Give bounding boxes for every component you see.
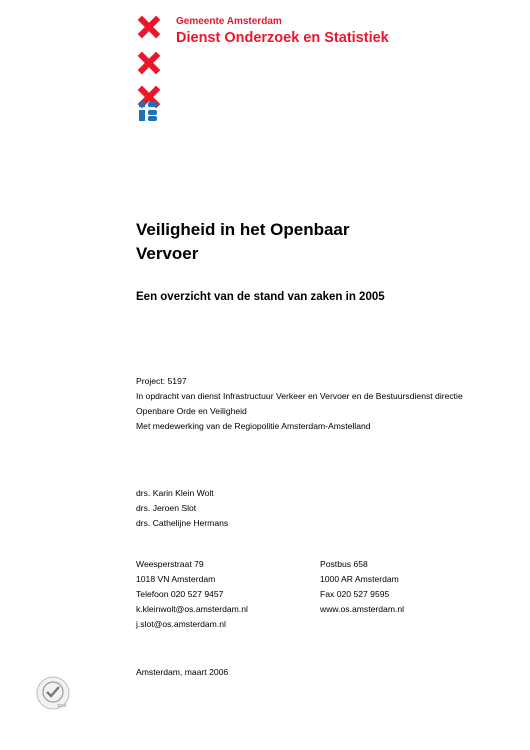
author-name: drs. Jeroen Slot	[136, 503, 197, 513]
postal-city: 1018 VN Amsterdam	[136, 574, 216, 584]
project-number: Project: 5197	[136, 376, 187, 386]
email-link[interactable]: j.slot@os.amsterdam.nl	[136, 619, 226, 629]
street-address: Weesperstraat 79	[136, 559, 204, 569]
logo-cross-icon	[138, 52, 160, 74]
title-line-1: Veiligheid in het Openbaar	[136, 220, 350, 239]
address-right	[320, 557, 404, 617]
certification-seal-icon	[36, 676, 70, 710]
fax-number: Fax 020 527 9595	[320, 589, 390, 599]
project-commission-cont: Openbare Orde en Veiligheid	[136, 406, 247, 416]
po-box: Postbus 658	[320, 559, 368, 569]
document-title	[136, 218, 350, 266]
author-name: drs. Karin Klein Wolt	[136, 488, 214, 498]
publication-date: Amsterdam, maart 2006	[136, 667, 229, 677]
project-cooperation: Met medewerking van de Regiopolitie Amsterdam-Amstelland	[136, 421, 371, 431]
org-name-small: Gemeente Amsterdam	[176, 16, 282, 27]
seal-label: SGS	[57, 703, 67, 708]
os-logo-icon	[138, 102, 160, 122]
city-logo	[136, 14, 162, 124]
project-commission: In opdracht van dienst Infrastructuur Verkeer en Vervoer en de Bestuursdienst directie	[136, 391, 463, 401]
po-postal-city: 1000 AR Amsterdam	[320, 574, 399, 584]
project-info	[136, 374, 463, 434]
org-name-large: Dienst Onderzoek en Statistiek	[176, 30, 389, 46]
phone-number: Telefoon 020 527 9457	[136, 589, 224, 599]
author-name: drs. Cathelijne Hermans	[136, 518, 229, 528]
author-list	[136, 486, 228, 531]
address-left	[136, 557, 248, 632]
document-subtitle: Een overzicht van de stand van zaken in 2005	[136, 291, 385, 303]
website-link[interactable]: www.os.amsterdam.nl	[320, 604, 405, 614]
title-line-2: Vervoer	[136, 244, 199, 263]
logo-cross-icon	[138, 16, 160, 38]
email-link[interactable]: k.kleinwolt@os.amsterdam.nl	[136, 604, 248, 614]
